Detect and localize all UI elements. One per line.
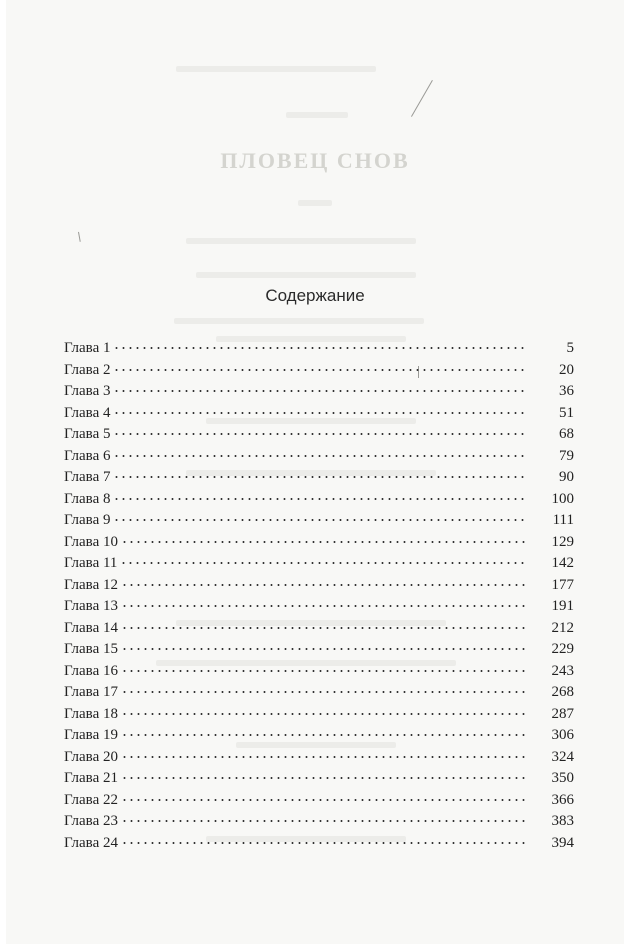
toc-chapter-label: Глава 13 bbox=[64, 598, 118, 614]
toc-chapter-label: Глава 21 bbox=[64, 770, 118, 786]
pen-scratch-mark bbox=[411, 80, 433, 117]
toc-chapter-label: Глава 22 bbox=[64, 791, 118, 808]
toc-page-number: 100 bbox=[551, 490, 574, 507]
toc-entry bbox=[64, 641, 574, 663]
toc-page-number: 394 bbox=[551, 834, 574, 851]
toc-entry bbox=[64, 749, 574, 771]
toc-chapter-label: Глава 10 bbox=[64, 533, 118, 550]
toc-entry bbox=[64, 620, 574, 642]
toc-dot-leader bbox=[121, 540, 528, 544]
toc-chapter-label: Глава 23 bbox=[64, 813, 118, 829]
toc-entry bbox=[64, 362, 574, 384]
toc-page-number: 51 bbox=[559, 404, 574, 421]
toc-dot-leader bbox=[121, 733, 528, 737]
toc-entry bbox=[64, 405, 574, 427]
toc-page-number: 111 bbox=[552, 512, 574, 528]
toc-chapter-label: Глава 2 bbox=[64, 361, 111, 378]
toc-chapter-label: Глава 12 bbox=[64, 576, 118, 593]
toc-page-number: 177 bbox=[551, 576, 574, 593]
toc-dot-leader bbox=[113, 368, 528, 372]
toc-chapter-label: Глава 9 bbox=[64, 512, 111, 528]
toc-entry bbox=[64, 340, 574, 362]
toc-dot-leader bbox=[113, 497, 528, 501]
toc-chapter-label: Глава 17 bbox=[64, 684, 118, 700]
toc-page-number: 229 bbox=[551, 641, 574, 657]
table-of-contents bbox=[64, 340, 574, 856]
toc-entry bbox=[64, 663, 574, 685]
bleed-through-line bbox=[186, 238, 416, 244]
toc-title: Содержание bbox=[265, 286, 365, 305]
toc-dot-leader bbox=[113, 454, 528, 458]
bleed-through-line bbox=[286, 112, 348, 118]
toc-dot-leader bbox=[121, 647, 528, 651]
toc-page-number: 90 bbox=[559, 469, 574, 485]
toc-page-number: 287 bbox=[551, 705, 574, 722]
toc-chapter-label: Глава 14 bbox=[64, 619, 118, 636]
toc-chapter-label: Глава 20 bbox=[64, 748, 118, 765]
toc-dot-leader bbox=[121, 841, 528, 845]
toc-dot-leader bbox=[113, 518, 528, 522]
toc-dot-leader bbox=[120, 561, 528, 565]
toc-chapter-label: Глава 24 bbox=[64, 834, 118, 851]
toc-dot-leader bbox=[121, 626, 528, 630]
toc-dot-leader bbox=[121, 583, 528, 587]
toc-dot-leader bbox=[113, 432, 528, 436]
toc-entry bbox=[64, 534, 574, 556]
toc-page-number: 129 bbox=[551, 533, 574, 550]
toc-page-number: 5 bbox=[566, 340, 574, 356]
toc-entry bbox=[64, 813, 574, 835]
toc-dot-leader bbox=[113, 411, 528, 415]
toc-page-number: 366 bbox=[551, 791, 574, 808]
toc-page-number: 324 bbox=[551, 748, 574, 765]
toc-entry bbox=[64, 684, 574, 706]
toc-dot-leader bbox=[121, 819, 528, 823]
toc-page-number: 191 bbox=[551, 598, 574, 614]
toc-page-number: 212 bbox=[551, 619, 574, 636]
toc-entry bbox=[64, 448, 574, 470]
toc-dot-leader bbox=[121, 669, 528, 673]
toc-dot-leader bbox=[121, 712, 528, 716]
toc-dot-leader bbox=[113, 389, 528, 393]
toc-chapter-label: Глава 19 bbox=[64, 727, 118, 743]
toc-dot-leader bbox=[121, 798, 528, 802]
toc-entry bbox=[64, 555, 574, 577]
bleed-through-line bbox=[174, 318, 424, 324]
toc-dot-leader bbox=[121, 776, 528, 780]
bleed-through-line bbox=[196, 272, 416, 278]
toc-entry bbox=[64, 727, 574, 749]
toc-page-number: 20 bbox=[559, 361, 574, 378]
toc-page-number: 350 bbox=[551, 770, 574, 786]
toc-chapter-label: Глава 5 bbox=[64, 426, 111, 442]
toc-chapter-label: Глава 18 bbox=[64, 705, 118, 722]
toc-page-number: 383 bbox=[551, 813, 574, 829]
toc-page-number: 79 bbox=[559, 447, 574, 464]
toc-entry bbox=[64, 792, 574, 814]
toc-page-number: 68 bbox=[559, 426, 574, 442]
toc-dot-leader bbox=[121, 755, 528, 759]
toc-page-number: 243 bbox=[551, 662, 574, 679]
toc-chapter-label: Глава 7 bbox=[64, 469, 111, 485]
toc-entry bbox=[64, 770, 574, 792]
toc-page-number: 306 bbox=[551, 727, 574, 743]
bleed-through-line bbox=[176, 66, 376, 72]
toc-page-number: 142 bbox=[551, 555, 574, 571]
bleed-through-title: ПЛОВЕЦ СНОВ bbox=[220, 148, 410, 173]
toc-entry bbox=[64, 469, 574, 491]
toc-entry bbox=[64, 706, 574, 728]
toc-dot-leader bbox=[121, 604, 528, 608]
toc-chapter-label: Глава 8 bbox=[64, 490, 111, 507]
toc-entry bbox=[64, 491, 574, 513]
bleed-through-line bbox=[298, 200, 332, 206]
toc-chapter-label: Глава 6 bbox=[64, 447, 111, 464]
toc-page-number: 36 bbox=[559, 383, 574, 399]
toc-entry bbox=[64, 383, 574, 405]
toc-chapter-label: Глава 11 bbox=[64, 555, 118, 571]
toc-entry bbox=[64, 577, 574, 599]
toc-entry bbox=[64, 835, 574, 857]
toc-page-number: 268 bbox=[551, 684, 574, 700]
pen-scratch-mark bbox=[78, 232, 81, 242]
toc-dot-leader bbox=[113, 346, 528, 350]
toc-chapter-label: Глава 1 bbox=[64, 340, 111, 356]
toc-entry bbox=[64, 512, 574, 534]
toc-chapter-label: Глава 15 bbox=[64, 641, 118, 657]
toc-chapter-label: Глава 3 bbox=[64, 383, 111, 399]
toc-chapter-label: Глава 4 bbox=[64, 404, 111, 421]
toc-dot-leader bbox=[121, 690, 528, 694]
toc-entry bbox=[64, 598, 574, 620]
book-page bbox=[6, 0, 624, 944]
toc-dot-leader bbox=[113, 475, 528, 479]
toc-chapter-label: Глава 16 bbox=[64, 662, 118, 679]
toc-entry bbox=[64, 426, 574, 448]
